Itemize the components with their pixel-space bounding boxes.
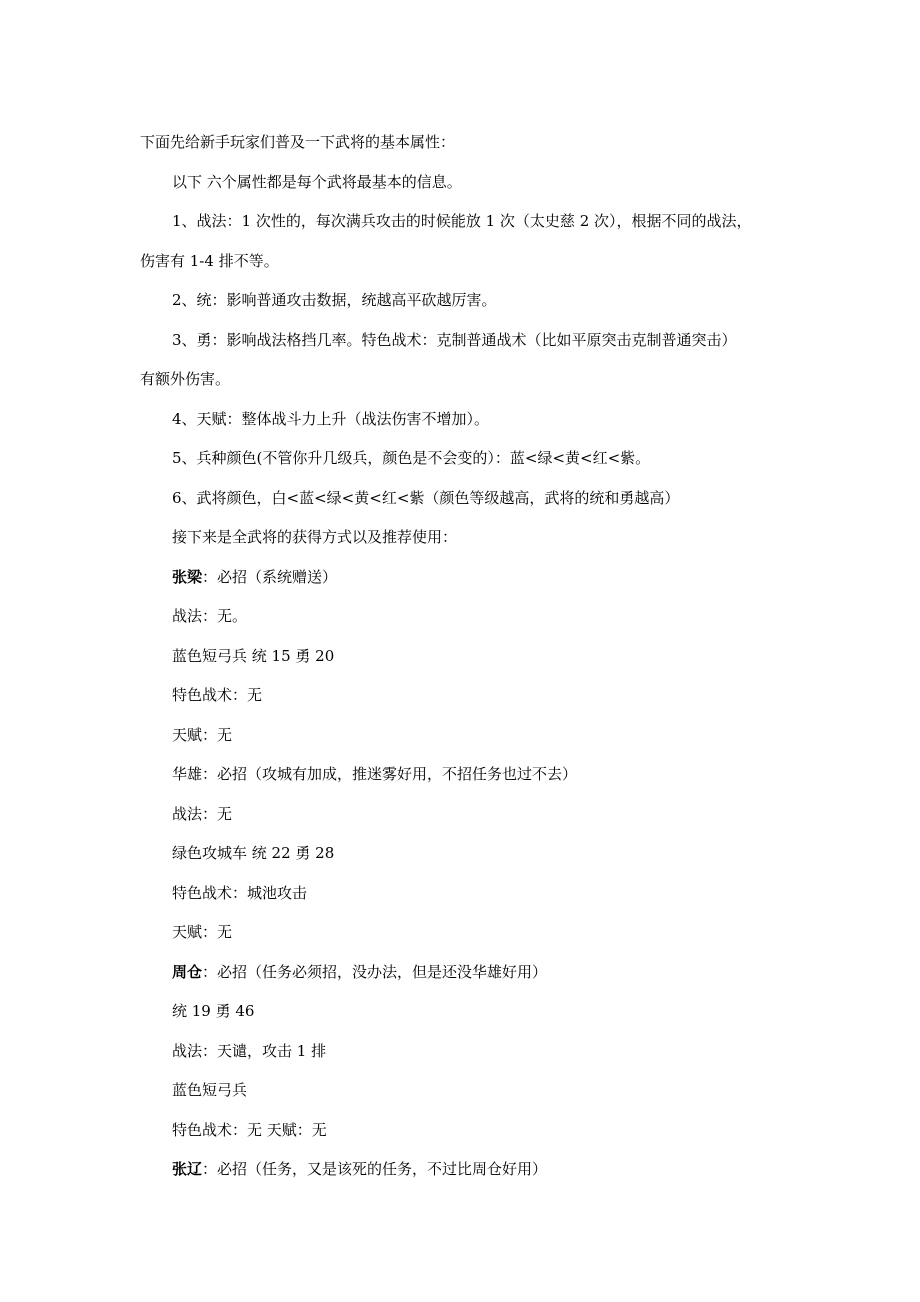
general-special-tactic: 特色战术：城池攻击	[172, 884, 308, 902]
attribute-1-line-1: 1、战法：1 次性的，每次满兵攻击的时候能放 1 次（太史慈 2 次），根据不同的战法，	[172, 212, 752, 230]
general-zhangliao-heading	[172, 1159, 547, 1179]
attributes-lead: 以下 六个属性都是每个武将最基本的信息。	[172, 173, 462, 191]
attribute-4: 4、天赋：整体战斗力上升（战法伤害不增加）。	[172, 410, 490, 428]
intro-paragraph: 下面先给新手玩家们普及一下武将的基本属性：	[140, 133, 456, 151]
general-stats: 统 19 勇 46	[172, 1002, 255, 1020]
general-special-and-talent: 特色战术：无 天赋：无	[172, 1121, 327, 1139]
attribute-5: 5、兵种颜色(不管你升几级兵，颜色是不会变的）：蓝<绿<黄<红<紫。	[172, 449, 651, 467]
general-troop: 蓝色短弓兵	[172, 1081, 248, 1099]
attribute-6: 6、武将颜色，白<蓝<绿<黄<红<紫（颜色等级越高，武将的统和勇越高）	[172, 489, 680, 507]
general-talent: 天赋：无	[172, 923, 233, 941]
general-troop-stats: 绿色攻城车 统 22 勇 28	[172, 844, 335, 862]
general-name: 周仓	[172, 963, 203, 981]
general-recruit-note: ：必招（任务，又是该死的任务，不过比周仓好用）	[202, 1160, 548, 1178]
general-talent: 天赋：无	[172, 726, 233, 744]
general-special-tactic: 特色战术：无	[172, 686, 263, 704]
attribute-3-line-2: 有额外伤害。	[140, 370, 231, 388]
attribute-1-line-2: 伤害有 1-4 排不等。	[140, 252, 279, 270]
general-tactic: 战法：无	[172, 805, 233, 823]
general-troop-stats: 蓝色短弓兵 统 15 勇 20	[172, 647, 335, 665]
general-name: 张辽	[172, 1160, 203, 1178]
general-zhangliang-heading	[172, 567, 337, 587]
general-recruit-note: ：必招（任务必须招，没办法，但是还没华雄好用）	[202, 963, 548, 981]
general-tactic: 战法：天谴，攻击 1 排	[172, 1042, 327, 1060]
general-tactic: 战法：无。	[172, 607, 248, 625]
general-huaxiong-heading: 华雄：必招（攻城有加成，推迷雾好用，不招任务也过不去）	[172, 765, 578, 783]
generals-intro: 接下来是全武将的获得方式以及推荐使用：	[172, 528, 458, 546]
general-name: 张梁	[172, 568, 203, 586]
general-recruit-note: ：必招（系统赠送）	[202, 568, 338, 586]
general-zhoucang-heading	[172, 962, 547, 982]
attribute-3-line-1: 3、勇：影响战法格挡几率。特色战术：克制普通战术（比如平原突击克制普通突击）	[172, 331, 737, 349]
attribute-2: 2、统：影响普通攻击数据，统越高平砍越厉害。	[172, 291, 497, 309]
